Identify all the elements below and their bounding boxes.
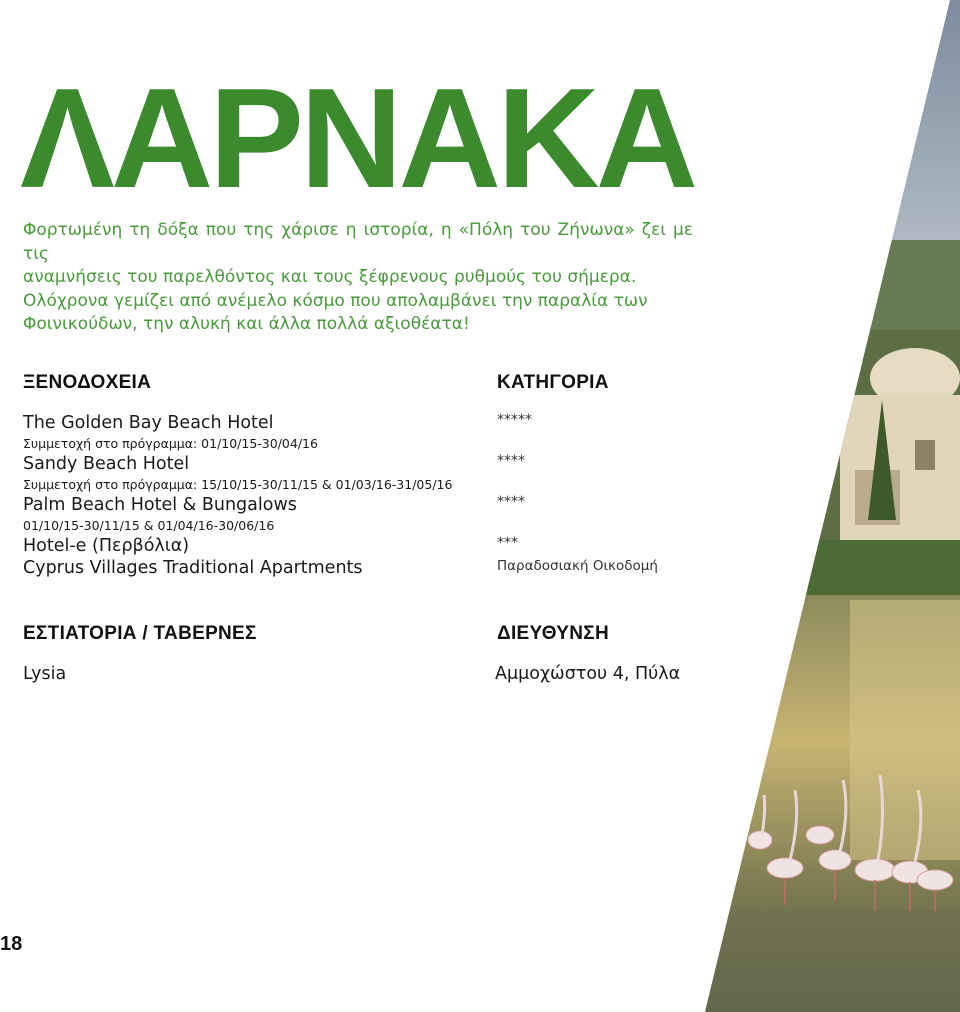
hotel-category: *** bbox=[497, 535, 518, 551]
restaurant-address: Αμμοχώστου 4, Πύλα bbox=[495, 664, 681, 684]
hotel-note: 01/10/15-30/11/15 & 01/04/16-30/06/16 bbox=[23, 518, 275, 533]
address-heading: ΔΙΕΥΘΥΝΣΗ bbox=[497, 623, 610, 644]
hotel-name: The Golden Bay Beach Hotel bbox=[23, 413, 274, 433]
hotels-heading: ΞΕΝΟΔΟΧΕΙΑ bbox=[23, 372, 152, 393]
hotel-name: Sandy Beach Hotel bbox=[23, 454, 190, 474]
page-title: ΛΑΡΝΑΚΑ bbox=[20, 59, 695, 218]
hotel-category: ***** bbox=[497, 412, 532, 428]
larnaca-photo bbox=[700, 0, 960, 1012]
intro-line: αναμνήσεις του παρελθόντος και τους ξέφρενους ρυθμούς του σήμερα. bbox=[23, 267, 637, 287]
hotel-note: Συμμετοχή στο πρόγραμμα: 01/10/15-30/04/16 bbox=[23, 436, 318, 451]
intro-paragraph bbox=[23, 219, 693, 337]
hotel-category: **** bbox=[497, 494, 525, 510]
restaurant-name: Lysia bbox=[23, 664, 67, 684]
intro-line: Φοινικούδων, την αλυκή και άλλα πολλά αξιοθέατα! bbox=[23, 314, 470, 334]
category-heading: ΚΑΤΗΓΟΡΙΑ bbox=[497, 372, 609, 393]
hotel-list bbox=[23, 412, 463, 579]
page-number: 18 bbox=[0, 933, 23, 955]
hotel-name: Hotel-e (Περβόλια) bbox=[23, 536, 190, 556]
hotel-name: Palm Beach Hotel & Bungalows bbox=[23, 495, 297, 515]
restaurants-heading: ΕΣΤΙΑΤΟΡΙΑ / ΤΑΒΕΡΝΕΣ bbox=[23, 623, 257, 644]
intro-line: Ολόχρονα γεμίζει από ανέμελο κόσμο που απολαμβάνει την παραλία των bbox=[23, 290, 648, 311]
hotel-category: **** bbox=[497, 453, 525, 469]
hotel-name: Cyprus Villages Traditional Apartments bbox=[23, 558, 363, 578]
hotel-category: Παραδοσιακή Οικοδομή bbox=[497, 558, 658, 574]
hotel-note: Συμμετοχή στο πρόγραμμα: 15/10/15-30/11/15 & 01/03/16-31/05/16 bbox=[23, 477, 453, 492]
intro-line: Φορτωμένη τη δόξα που της χάρισε η ιστορία, η «Πόλη του Ζήνωνα» ζει με τις bbox=[23, 220, 693, 264]
